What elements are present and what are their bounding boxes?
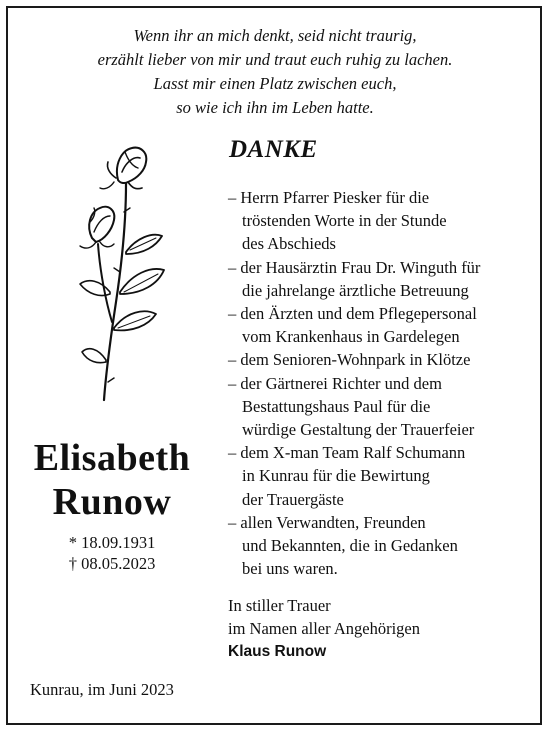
thanks-line: – dem Senioren-Wohnpark in Klötze	[228, 350, 471, 370]
thanks-line: vom Krankenhaus in Gardelegen	[242, 327, 460, 347]
closing-line: In stiller Trauer	[228, 596, 331, 615]
birth-date: * 18.09.1931	[68, 533, 156, 552]
rose-icon	[70, 142, 180, 404]
thanks-line: – der Hausärztin Frau Dr. Winguth für	[228, 257, 481, 277]
thanks-line: bei uns waren.	[242, 559, 338, 579]
place-date: Kunrau, im Juni 2023	[30, 680, 174, 699]
closing-block	[228, 594, 420, 663]
poem-line: Lasst mir einen Platz zwischen euch,	[153, 74, 397, 93]
closing-line: im Namen aller Angehörigen	[228, 619, 420, 638]
thanks-line: – allen Verwandten, Freunden	[228, 512, 426, 532]
poem-line: Wenn ihr an mich denkt, seid nicht traurig,	[133, 26, 417, 45]
thanks-line: – dem X-man Team Ralf Schumann	[228, 443, 466, 463]
thanks-line: würdige Gestaltung der Trauerfeier	[242, 420, 475, 440]
thanks-heading: DANKE	[229, 136, 318, 163]
thanks-line: – Herrn Pfarrer Piesker für die	[228, 188, 430, 207]
poem	[0, 24, 550, 120]
thanks-line: in Kunrau für die Bewirtung	[242, 466, 430, 486]
thanks-line: und Bekannten, die in Gedanken	[242, 536, 458, 556]
thanks-line: tröstenden Worte in der Stunde	[242, 211, 447, 231]
thanks-line: des Abschieds	[242, 234, 336, 254]
thanks-list	[228, 186, 480, 580]
thanks-line: Bestattungshaus Paul für die	[242, 396, 431, 416]
thanks-line: der Trauergäste	[242, 489, 344, 509]
poem-line: erzählt lieber von mir und traut euch ruhig zu lachen.	[97, 50, 453, 69]
thanks-line: – der Gärtnerei Richter und dem	[228, 373, 442, 393]
signature: Klaus Runow	[228, 643, 327, 660]
life-dates	[0, 532, 224, 574]
deceased-first-name: Elisabeth	[33, 437, 191, 479]
thanks-line: – den Ärzten und dem Pflegepersonal	[228, 304, 477, 324]
thanks-line: die jahrelange ärztliche Betreuung	[242, 280, 469, 300]
deceased-last-name: Runow	[52, 481, 172, 523]
poem-line: so wie ich ihn im Leben hatte.	[176, 98, 374, 117]
death-date: † 08.05.2023	[68, 554, 156, 573]
